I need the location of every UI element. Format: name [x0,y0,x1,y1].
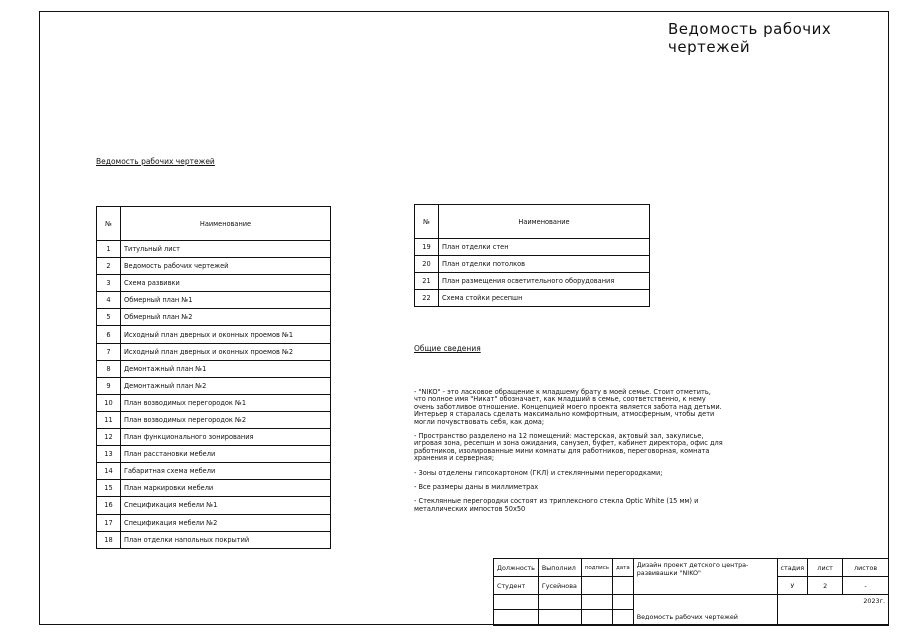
stamp-sheet: 2 [808,577,843,595]
row-name: План функционального зонирования [121,429,331,446]
stamp-header-sheets: листов [843,559,889,577]
row-name: План возводимых перегородок №2 [121,411,331,428]
row-number: 12 [97,429,121,446]
row-name: Исходный план дверных и оконных проемов №1 [121,326,331,343]
row-number: 19 [415,239,439,256]
table-row [97,394,331,411]
table-row [97,275,331,292]
row-name: План расстановки мебели [121,446,331,463]
row-number: 16 [97,497,121,514]
stamp-header-position: Должность [494,559,539,577]
stamp-signature [581,577,612,595]
stamp-empty-cell [612,610,633,626]
row-name: Спецификация мебели №1 [121,497,331,514]
table-row [97,309,331,326]
table-row [415,256,650,273]
row-name: Схема стойки ресепшн [439,290,650,307]
row-name: План отделки потолков [439,256,650,273]
row-name: Демонтажный план №1 [121,360,331,377]
note-paragraph: - Пространство разделено на 12 помещений: мастерская, актовый зал, закулисье, игровая зона, ресепшн и зона ожидания, санузел, буфет, кабинет директора, офис для работников, изолированные мини комнаты для работников, переговорная, комната хранения и серверная; [414,432,723,463]
row-number: 14 [97,463,121,480]
row-name: Титульный лист [121,241,331,258]
row-number: 4 [97,292,121,309]
row-number: 8 [97,360,121,377]
column-header-number: № [415,205,439,239]
row-name: Демонтажный план №2 [121,377,331,394]
row-number: 5 [97,309,121,326]
row-name: План возводимых перегородок №1 [121,394,331,411]
stamp-empty-cell [612,595,633,610]
row-number: 17 [97,514,121,531]
stamp-sheets: - [843,577,889,595]
stamp-position: Студент [494,577,539,595]
general-info-title: Общие сведения [414,344,481,353]
row-name: План размещения осветительного оборудования [439,273,650,290]
row-number: 9 [97,377,121,394]
table-row [97,480,331,497]
stamp-empty-cell [581,610,612,626]
row-number: 2 [97,258,121,275]
table-row [97,292,331,309]
row-number: 21 [415,273,439,290]
row-number: 22 [415,290,439,307]
note-paragraph: - Все размеры даны в миллиметрах [414,483,539,492]
row-name: План отделки напольных покрытий [121,531,331,548]
column-header-name: Наименование [439,205,650,239]
note-paragraph: - "NIKO" - это ласковое обращение к младшему брату в моей семье. Стоит отметить, что полное имя "Никат" обозначает, как младший в семье, соответственно, к нему очень заботливое отношение. Концепцией моего проекта является забота над детьми. Интерьер я старалась сделать максимально комфортным, атмосферным, чтобы дети могли почувствовать себя, как дома; [414,388,722,426]
sheet-list-label: Ведомость рабочих чертежей [96,157,215,166]
row-number: 10 [97,394,121,411]
stamp-header-date: дата [612,559,633,577]
note-paragraph: - Стеклянные перегородки состоят из триплексного стекла Optic White (15 мм) и металлических импостов 50х50 [414,497,699,513]
row-name: Обмерный план №1 [121,292,331,309]
table-row [415,273,650,290]
stamp-stage: У [777,577,808,595]
table-row [97,360,331,377]
row-name: План отделки стен [439,239,650,256]
table-row [97,258,331,275]
row-number: 13 [97,446,121,463]
table-row [97,411,331,428]
table-row [97,531,331,548]
row-name: Схема развивки [121,275,331,292]
stamp-author: Гусейнова [538,577,581,595]
row-number: 7 [97,343,121,360]
row-number: 15 [97,480,121,497]
column-header-number: № [97,207,121,241]
page-title: Ведомость рабочих чертежей [668,20,832,56]
row-name: План маркировки мебели [121,480,331,497]
table-row [415,290,650,307]
stamp-header-signature: подпись [581,559,612,577]
row-number: 18 [97,531,121,548]
stamp-empty-cell [581,595,612,610]
column-header-name: Наименование [121,207,331,241]
stamp-date [612,577,633,595]
stamp-header-executed: Выполнил [538,559,581,577]
stamp-empty-cell [538,610,581,626]
title-block [493,558,889,625]
table-row [97,326,331,343]
table-row [97,343,331,360]
stamp-empty-cell [494,595,539,610]
table-row [97,446,331,463]
table-row [97,377,331,394]
row-name: Габаритная схема мебели [121,463,331,480]
row-number: 11 [97,411,121,428]
row-name: Ведомость рабочих чертежей [121,258,331,275]
table-row [415,239,650,256]
table-row [97,463,331,480]
row-number: 20 [415,256,439,273]
row-number: 6 [97,326,121,343]
stamp-header-sheet: лист [808,559,843,577]
stamp-year: 2023г. [777,595,888,626]
stamp-project-name: Дизайн проект детского центра-развивашки "NIKO" [633,559,777,595]
table-row [97,429,331,446]
table-row [97,497,331,514]
sheets-table-right [414,204,650,307]
note-paragraph: - Зоны отделены гипсокартоном (ГКЛ) и стеклянными перегородками; [414,468,663,477]
stamp-header-stage: стадия [777,559,808,577]
stamp-empty-cell [538,595,581,610]
stamp-drawing-name: Ведомость рабочих чертежей [633,595,777,626]
stamp-empty-cell [494,610,539,626]
sheets-table-left [96,206,331,549]
row-number: 1 [97,241,121,258]
table-row [97,514,331,531]
row-name: Спецификация мебели №2 [121,514,331,531]
row-number: 3 [97,275,121,292]
row-name: Исходный план дверных и оконных проемов №2 [121,343,331,360]
row-name: Обмерный план №2 [121,309,331,326]
table-row [97,241,331,258]
general-info-notes [414,389,724,520]
